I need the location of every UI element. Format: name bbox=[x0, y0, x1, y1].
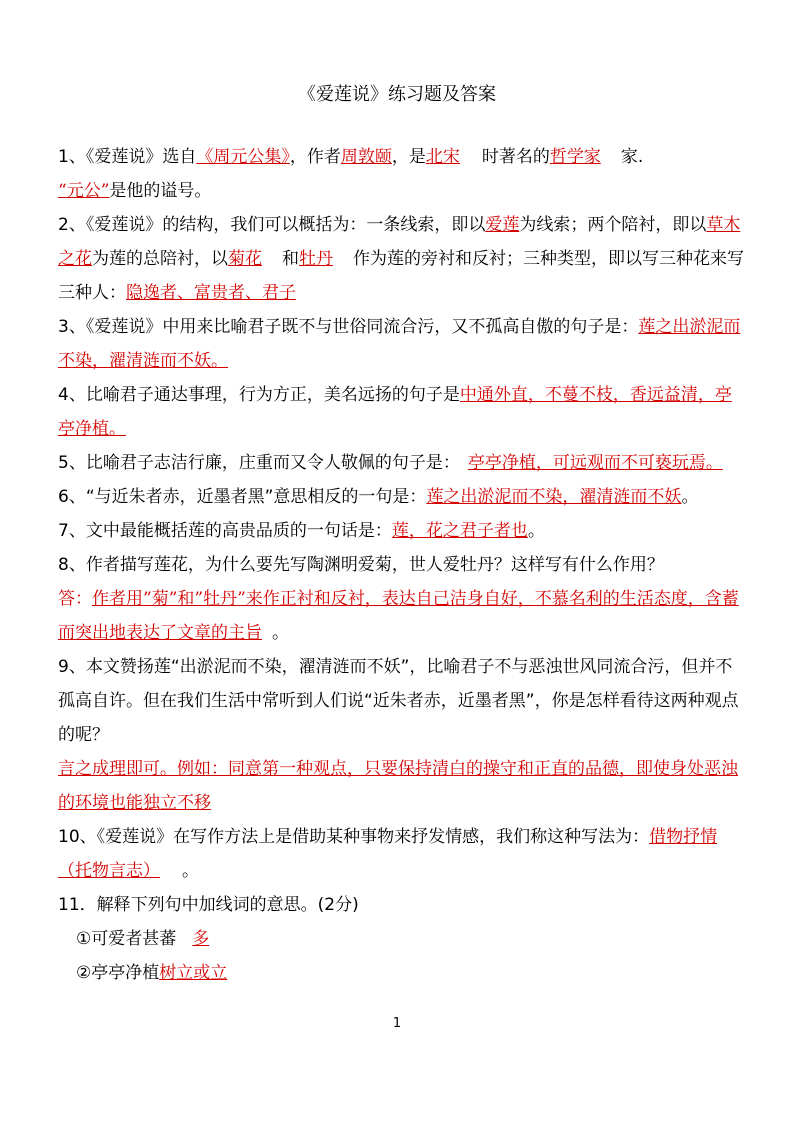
question-3: 3、《爱莲说》中用来比喻君子既不与世俗同流合污，又不孤高自傲的句子是：莲之出淤泥而不染，濯清涟而不妖。 bbox=[58, 317, 741, 371]
answer-general-foil: 草木之花 bbox=[58, 215, 741, 269]
question-4: 4、比喻君子通达事理，行为方正，美名远扬的句子是中通外直，不蔓不枝，香远益清，亭亭净植。 bbox=[58, 385, 732, 439]
page-number: 1 bbox=[392, 1016, 402, 1031]
answer-10: 借物抒情（托物言志） bbox=[58, 827, 718, 881]
question-2: 2、《爱莲说》的结构，我们可以概括为：一条线索，即以爱莲为线索；两个陪衬，即以草木之花为莲的总陪衬，以菊花 和牡丹 作为莲的旁衬和反衬；三种类型，即以写三种花来写三种人：隐逸者、富贵者、君子 bbox=[58, 215, 744, 303]
answer-author: 周敦颐 bbox=[340, 147, 392, 167]
answer-11-1: 多 bbox=[192, 929, 210, 949]
page-title: 《爱莲说》练习题及答案 bbox=[298, 84, 496, 105]
answer-three-people: 隐逸者、富贵者、君子 bbox=[126, 283, 296, 303]
answer-8: 作者用”菊”和”牡丹”来作正衬和反衬，表达自己洁身自好，不慕名利的生活态度，含蓄而突出地表达了文章的主旨 bbox=[58, 589, 739, 643]
answer-chrysanthemum: 菊花 bbox=[228, 249, 262, 269]
answer-dynasty: 北宋 bbox=[425, 147, 460, 167]
question-11: 11．解释下列句中加线词的意思。(2分) ①可爱者甚蕃 多 ②亭亭净植树立或立 bbox=[58, 895, 359, 983]
question-9: 9、本文赞扬莲“出淤泥而不染，濯清涟而不妖”，比喻君子不与恶浊世风同流合污，但并不孤高自许。但在我们生活中常听到人们说“近朱者赤，近墨者黑”，你是怎样看待这两种观点的呢？ 言之成理即可。例如：同意第一种观点，只要保持清白的操守和正直的品德，即使身处恶浊的环境也能独立不移 bbox=[58, 657, 739, 813]
question-6: 6、“与近朱者赤，近墨者黑”意思相反的一句是：莲之出淤泥而不染，濯清涟而不妖。 bbox=[58, 487, 699, 507]
question-5: 5、比喻君子志洁行廉，庄重而又令人敬佩的句子是： 亭亭净植，可远观而不可亵玩焉。 bbox=[58, 453, 723, 473]
answer-clue: 爱莲 bbox=[485, 215, 520, 235]
answer-profession: 哲学家 bbox=[549, 147, 601, 167]
answer-posthumous-name: “元公” bbox=[58, 181, 110, 201]
question-8: 8、作者描写莲花，为什么要先写陶渊明爱菊，世人爱牡丹？这样写有什么作用？ 答：作者用”菊”和”牡丹”来作正衬和反衬，表达自己洁身自好，不慕名利的生活态度，含蓄而突出地表达了文章的主旨 。 bbox=[58, 555, 739, 643]
question-list bbox=[58, 140, 748, 990]
answer-7: 莲，花之君子者也 bbox=[391, 521, 528, 541]
answer-3: 莲之出淤泥而不染，濯清涟而不妖。 bbox=[58, 317, 741, 371]
question-7: 7、文中最能概括莲的高贵品质的一句话是：莲，花之君子者也。 bbox=[58, 521, 545, 541]
question-10: 10、《爱莲说》在写作方法上是借助某种事物来抒发情感，我们称这种写法为：借物抒情（托物言志） 。 bbox=[58, 827, 718, 881]
answer-9: 言之成理即可。例如：同意第一种观点，只要保持清白的操守和正直的品德，即使身处恶浊的环境也能独立不移 bbox=[58, 759, 738, 813]
answer-4: 中通外直，不蔓不枝，香远益清，亭亭净植。 bbox=[58, 385, 732, 439]
question-1: 1、《爱莲说》选自《周元公集》，作者周敦颐，是北宋 时著名的哲学家 家. “元公”是他的谥号。 bbox=[58, 147, 644, 201]
answer-5: 亭亭净植，可远观而不可亵玩焉。 bbox=[467, 453, 723, 473]
answer-source: 《周元公集》 bbox=[196, 147, 290, 167]
answer-peony: 牡丹 bbox=[299, 249, 333, 269]
answer-6: 莲之出淤泥而不染，濯清涟而不妖 bbox=[426, 487, 682, 507]
answer-11-2: 树立或立 bbox=[159, 963, 228, 983]
